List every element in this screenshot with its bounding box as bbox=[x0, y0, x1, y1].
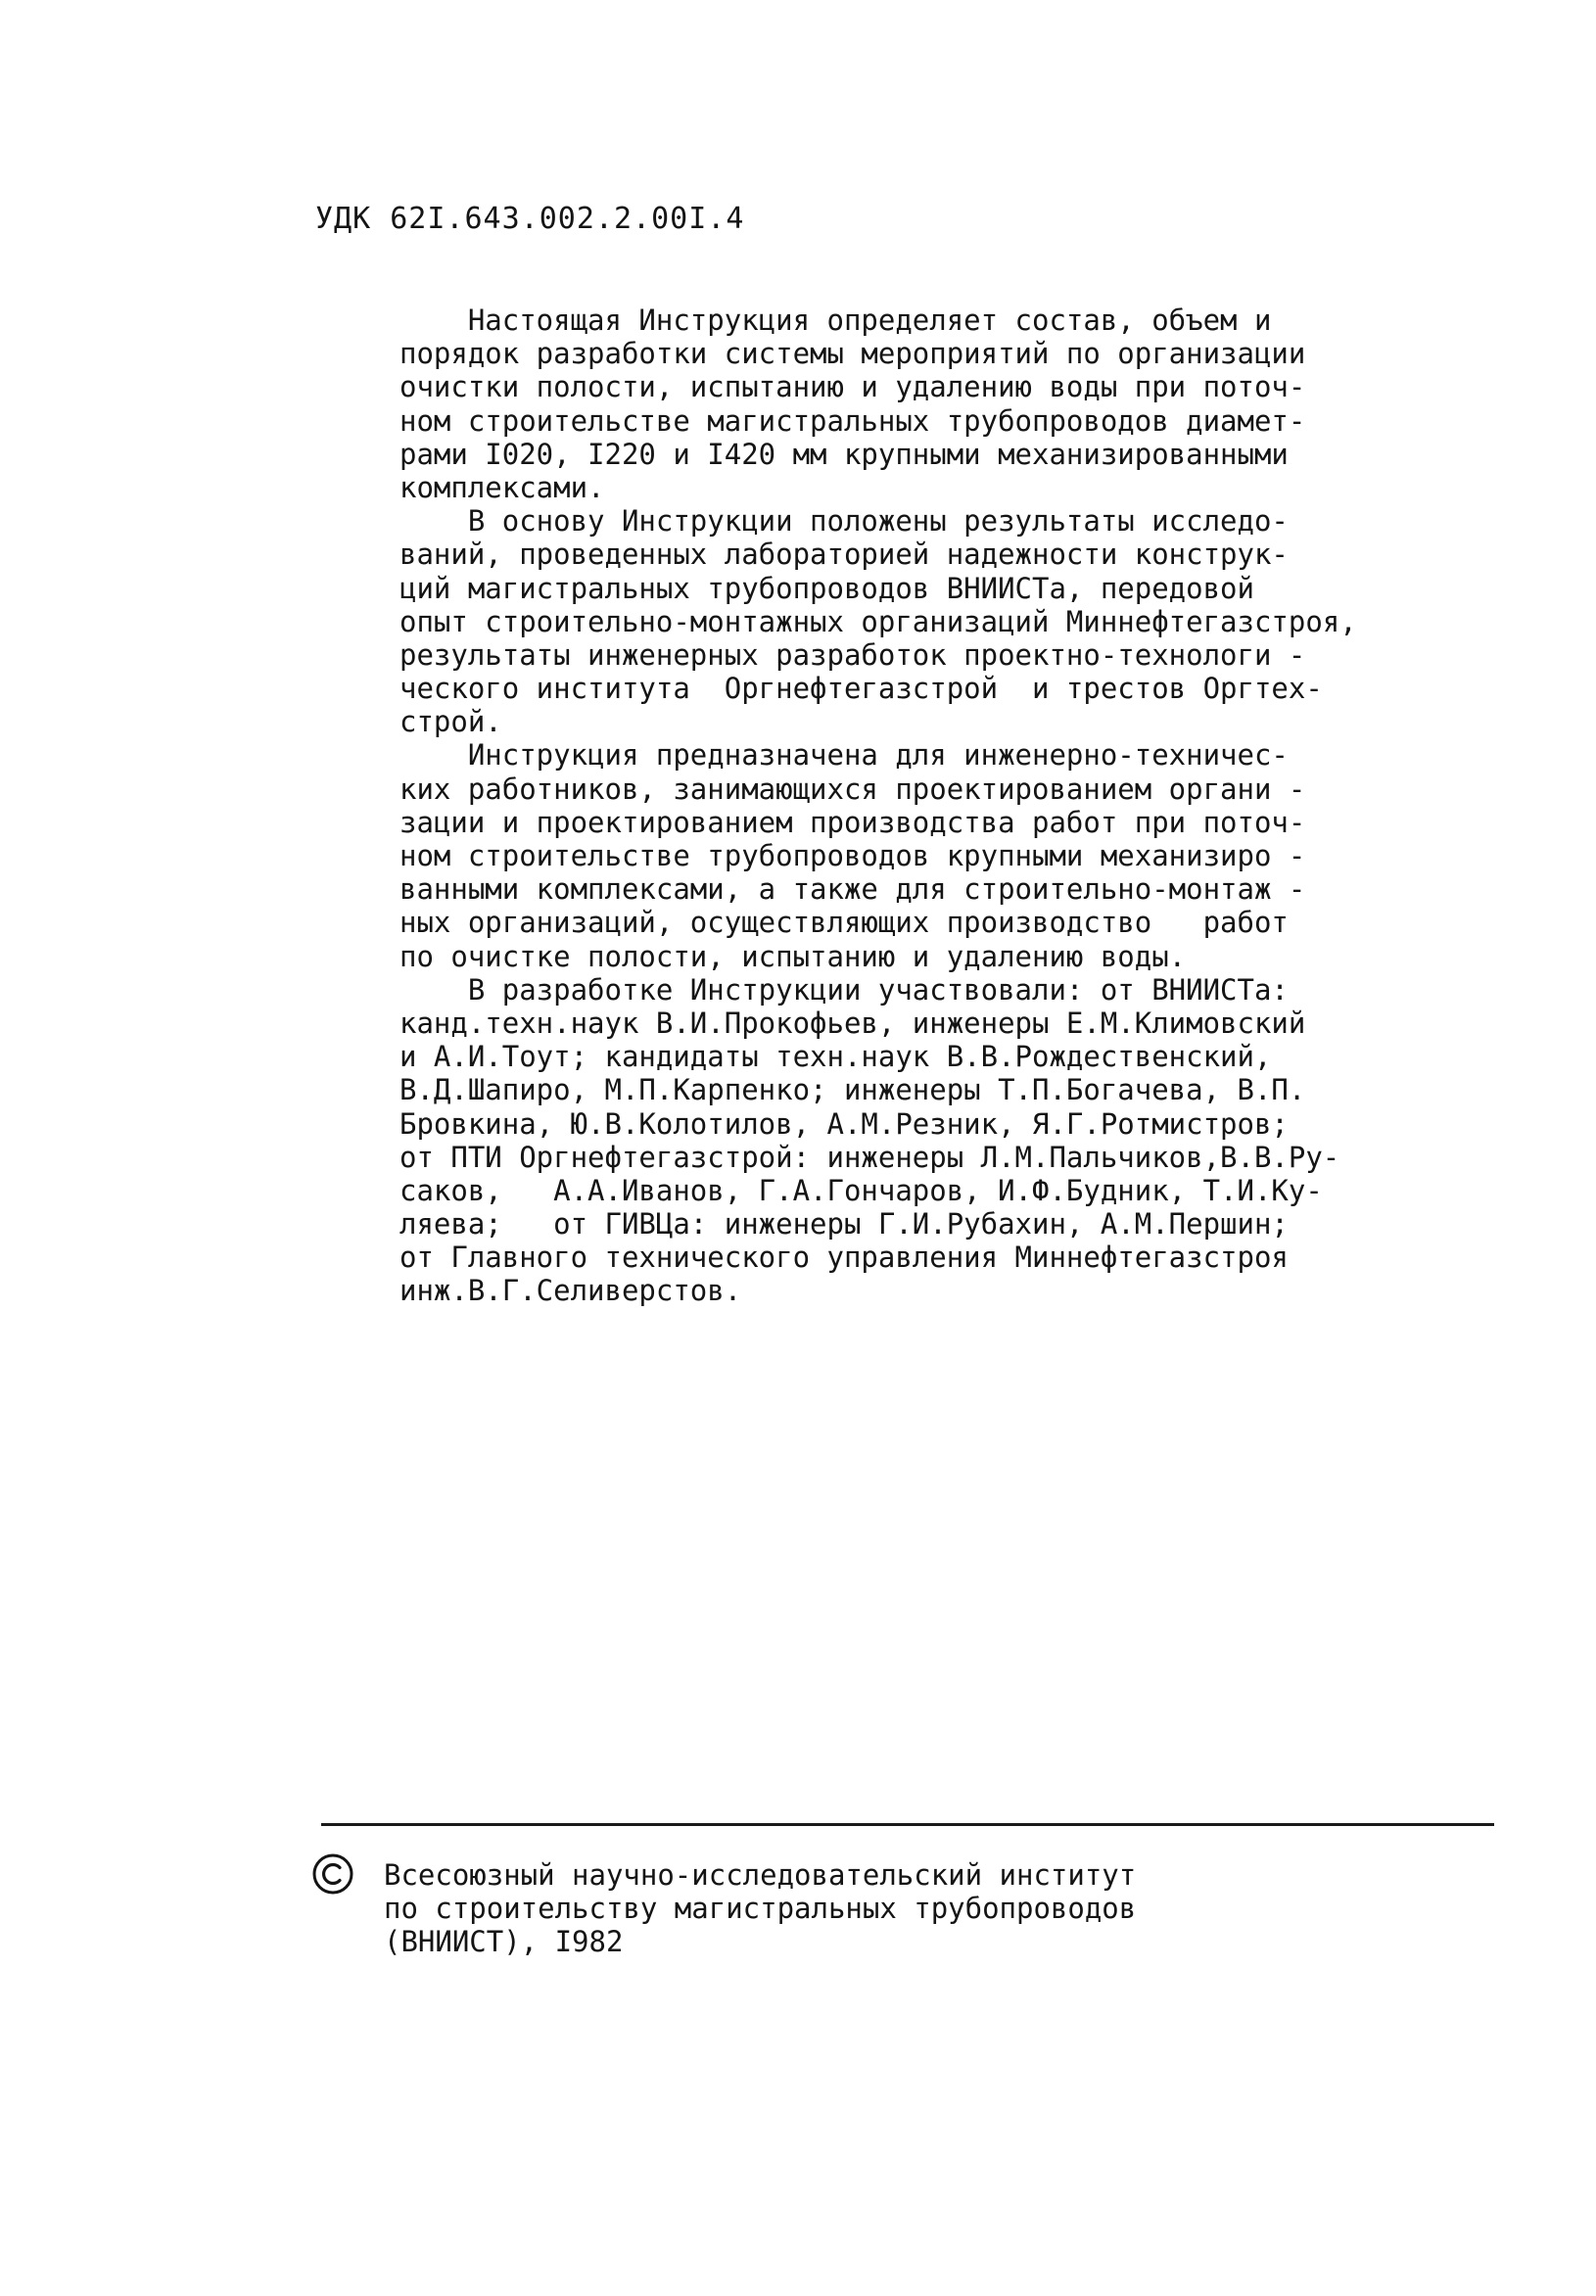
text-line: опыт строительно-монтажных организаций Миннефтегазстроя, bbox=[399, 604, 1357, 638]
text-line: ванными комплексами, а также для строительно-монтаж - bbox=[399, 872, 1306, 907]
copyright-text bbox=[384, 1858, 1136, 1959]
text-line: рами I020, I220 и I420 мм крупными механизированными bbox=[399, 437, 1289, 471]
text-line: ляева; от ГИВЦа: инженеры Г.И.Рубахин, А.М.Першин; bbox=[399, 1207, 1289, 1242]
text-line: ких работников, занимающихся проектированием органи - bbox=[399, 772, 1306, 806]
text-line: саков, А.А.Иванов, Г.А.Гончаров, И.Ф.Будник, Т.И.Ку- bbox=[399, 1173, 1323, 1207]
footer-divider bbox=[321, 1823, 1494, 1826]
text-line: канд.техн.наук В.И.Прокофьев, инженеры Е.М.Климовский bbox=[399, 1006, 1306, 1040]
text-line: В разработке Инструкции участвовали: от ВНИИСТа: bbox=[399, 972, 1289, 1007]
text-line: В.Д.Шапиро, М.П.Карпенко; инженеры Т.П.Богачева, В.П. bbox=[399, 1073, 1306, 1107]
text-line: строй. bbox=[399, 705, 502, 739]
text-line: очистки полости, испытанию и удалению воды при поточ- bbox=[399, 370, 1306, 404]
text-line: результаты инженерных разработок проектно-технологи - bbox=[399, 637, 1306, 672]
text-line: ций магистральных трубопроводов ВНИИСТа, передовой bbox=[399, 571, 1254, 605]
text-line: инж.В.Г.Селиверстов. bbox=[399, 1274, 742, 1308]
text-line: ческого института Оргнефтегазстрой и трестов Оргтех- bbox=[399, 672, 1323, 706]
text-line: Инструкция предназначена для инженерно-техничес- bbox=[399, 738, 1289, 773]
text-line: ваний, проведенных лабораторией надежности конструк- bbox=[399, 538, 1289, 572]
text-line: ных организаций, осуществляющих производство работ bbox=[399, 906, 1289, 940]
copyright-line: Всесоюзный научно-исследовательский институт bbox=[384, 1858, 1137, 1892]
text-line: и А.И.Тоут; кандидаты техн.наук В.В.Рождественский, bbox=[399, 1040, 1272, 1074]
text-line: от Главного технического управления Миннефтегазстроя bbox=[399, 1241, 1289, 1275]
text-line: ном строительстве магистральных трубопроводов диамет- bbox=[399, 403, 1306, 438]
text-line: комплексами. bbox=[399, 470, 605, 504]
copyright-line: (ВНИИСТ), I982 bbox=[384, 1925, 624, 1959]
text-line: ном строительстве трубопроводов крупными механизиро - bbox=[399, 839, 1306, 872]
text-line: Бровкина, Ю.В.Колотилов, А.М.Резник, Я.Г.Ротмистров; bbox=[399, 1106, 1289, 1141]
text-line: В основу Инструкции положены результаты исследо- bbox=[399, 504, 1289, 539]
body-text bbox=[399, 304, 1516, 1308]
text-line: Настоящая Инструкция определяет состав, объем и bbox=[399, 304, 1272, 337]
copyright-icon bbox=[311, 1852, 354, 1896]
udk-code: УДК 62I.643.002.2.00I.4 bbox=[315, 202, 745, 236]
copyright-line: по строительству магистральных трубопроводов bbox=[384, 1892, 1137, 1926]
text-line: по очистке полости, испытанию и удалению воды. bbox=[399, 939, 1187, 973]
text-line: зации и проектированием производства работ при поточ- bbox=[399, 805, 1306, 839]
text-line: от ПТИ Оргнефтегазстрой: инженеры Л.М.Пальчиков,В.В.Ру- bbox=[399, 1140, 1340, 1174]
text-line: порядок разработки системы мероприятий по организации bbox=[399, 337, 1306, 371]
